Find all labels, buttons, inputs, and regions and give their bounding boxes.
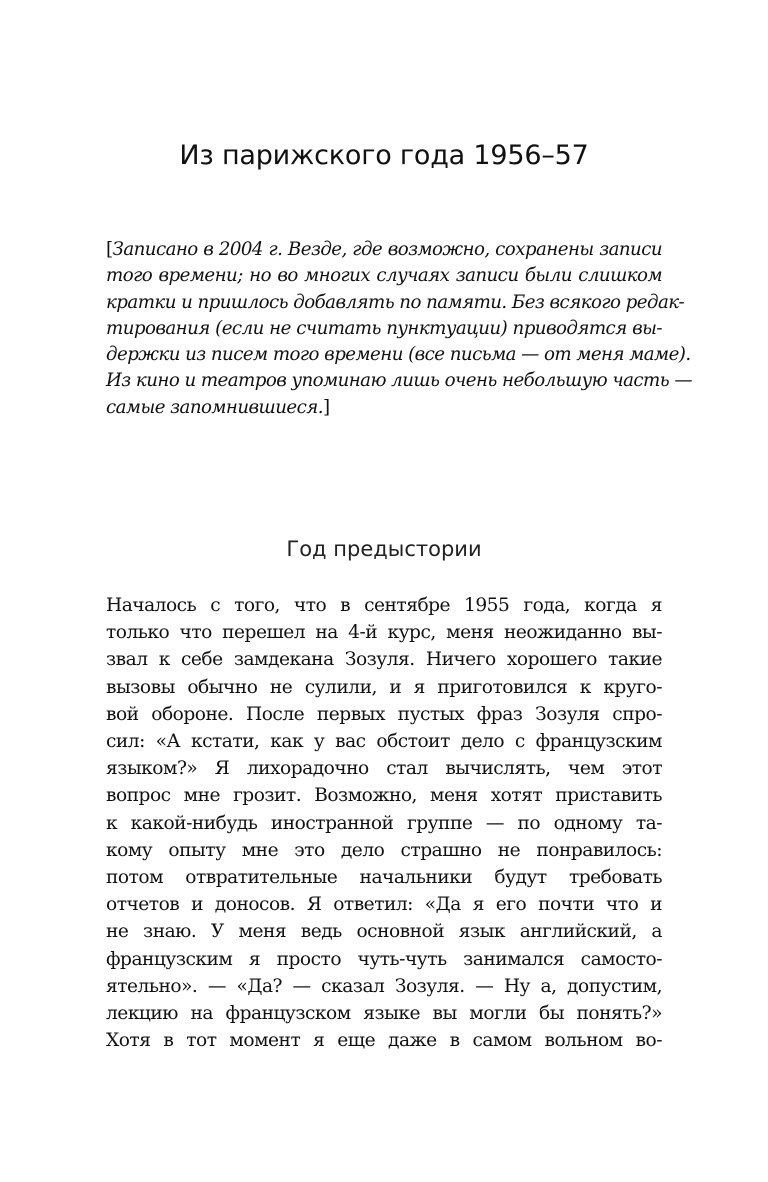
chapter-title: Из парижского года 1956–57 [179, 140, 589, 171]
body-paragraph [106, 592, 662, 1054]
body-line: лекцию на французском языке вы могли бы понять?» [106, 1003, 662, 1025]
close-bracket: ] [322, 396, 330, 418]
body-line: к какой-нибудь иностранной группе — по одному та- [106, 812, 662, 834]
body-line: не знаю. У меня ведь основной язык английский, а [106, 921, 662, 943]
body-line: звал к себе замдекана Зозуля. Ничего хорошего такие [106, 649, 662, 671]
preface-line: кратки и пришлось добавлять по памяти. Без всякого редак- [106, 291, 685, 313]
preface-line [106, 395, 662, 421]
body-line: французским я просто чуть-чуть занимался самосто- [106, 948, 662, 970]
preface-line: Из кино и театров упоминаю лишь очень небольшую часть — [106, 370, 692, 392]
section-title: Год предыстории [286, 537, 482, 561]
body-line: отчетов и доносов. Я ответил: «Да я его почти что и [106, 894, 662, 916]
body-line: сил: «А кстати, как у вас обстоит дело с французским [106, 731, 662, 753]
preface-line-text: Записано в 2004 г. Везде, где возможно, сохранены записи [112, 239, 662, 260]
body-line: вопрос мне грозит. Возможно, меня хотят приставить [106, 785, 662, 807]
preface-line: тирования (если не считать пунктуации) приводятся вы- [106, 317, 662, 339]
preface-line: того времени; но во многих случаях записи были слишком [106, 265, 662, 287]
body-line: только что перешел на 4-й курс, меня неожиданно вы- [106, 622, 662, 644]
body-line: потом отвратительные начальники будут требовать [106, 867, 662, 889]
body-line: Хотя в тот момент я еще даже в самом вольном во- [106, 1030, 662, 1052]
preface-line [106, 237, 662, 263]
body-line: вызовы обычно не сулили, и я приготовился к круго- [106, 676, 662, 698]
body-line: ятельно». — «Да? — сказал Зозуля. — Ну а, допустим, [106, 975, 662, 997]
body-line: Началось с того, что в сентябре 1955 года, когда я [106, 595, 662, 616]
open-bracket: [ [106, 239, 113, 260]
preface-line-text: самые запомнившиеся. [106, 396, 323, 418]
body-line: кому опыту мне это дело страшно не понравилось: [106, 839, 662, 861]
body-line: вой обороне. После первых пустых фраз Зозуля спро- [106, 703, 662, 725]
preface-line: держки из писем того времени (все письма — от меня маме). [106, 344, 691, 366]
body-line: языком?» Я лихорадочно стал вычислять, чем этот [106, 758, 662, 780]
preface-note [106, 237, 692, 421]
